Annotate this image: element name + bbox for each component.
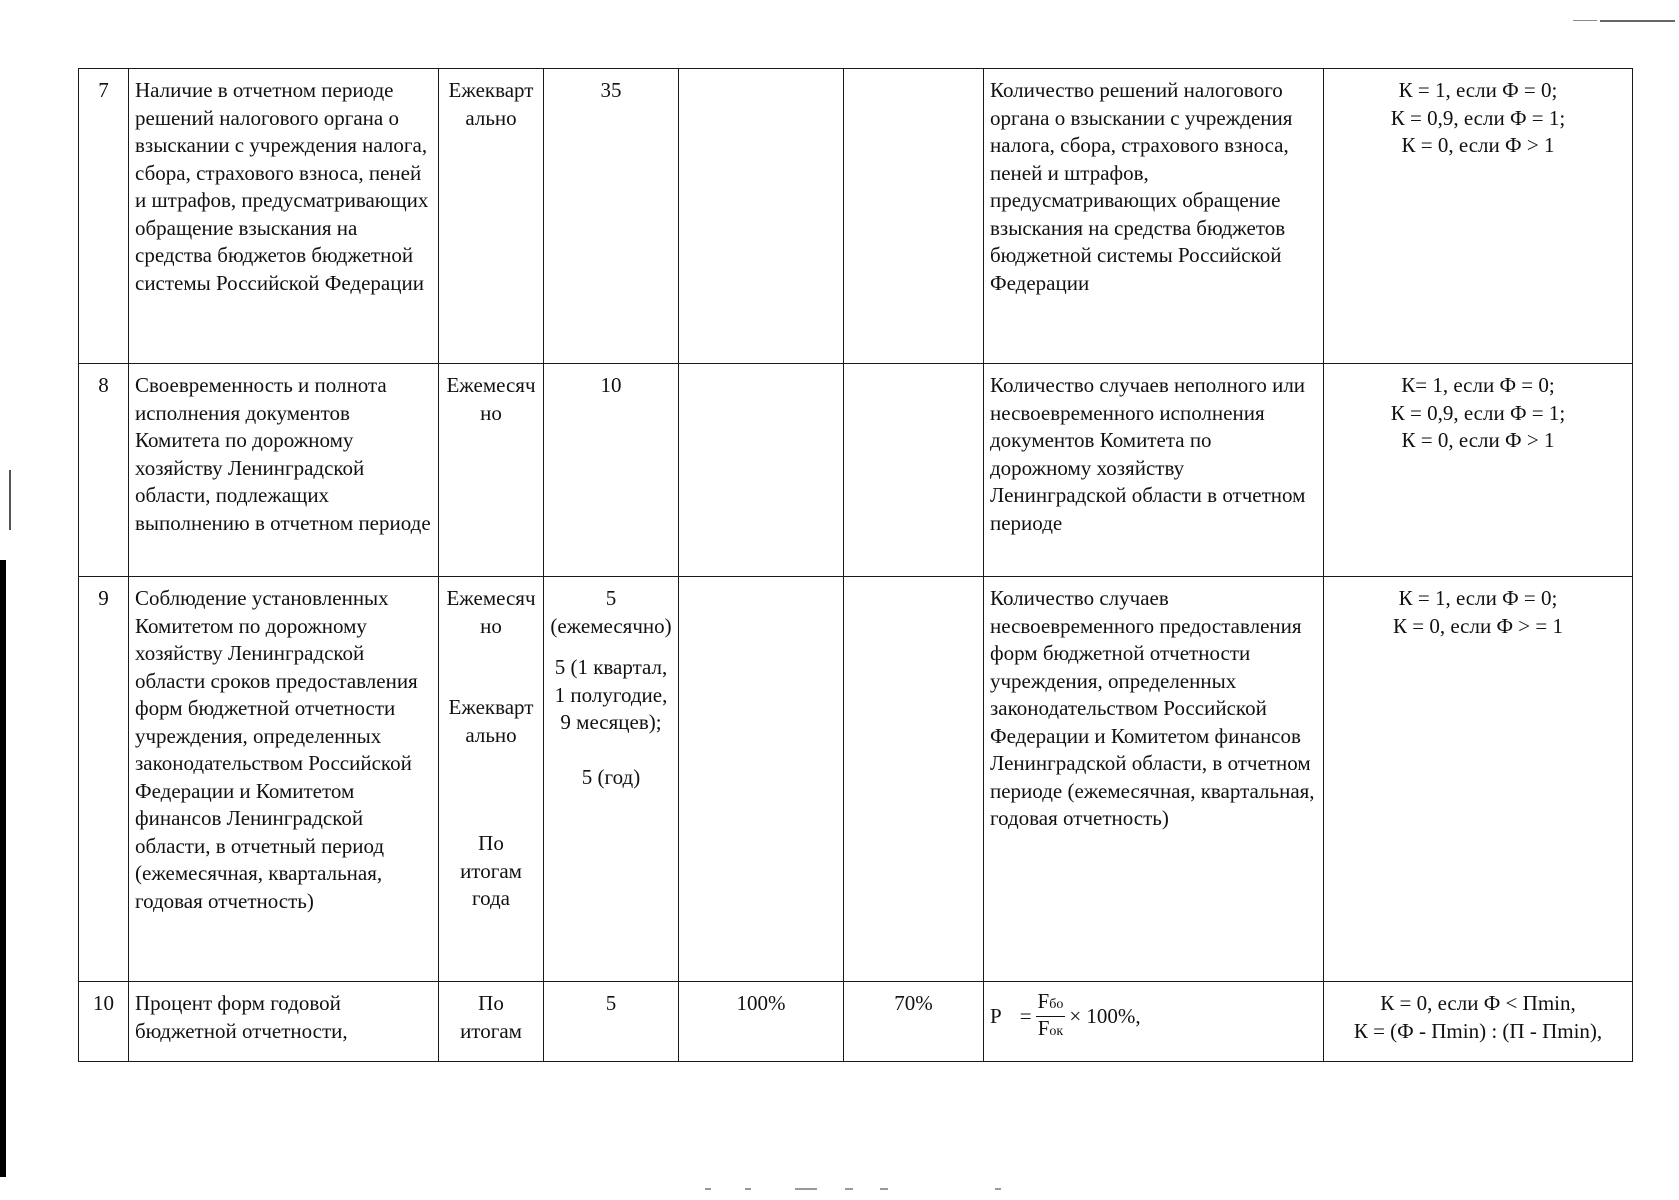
- coefficient-rules: [1324, 577, 1633, 982]
- weight-part: 5 (год): [581, 764, 641, 789]
- coefficient-rules: [1324, 982, 1633, 1062]
- coefficient-rule: К = 0,9, если Ф = 1;: [1390, 400, 1566, 425]
- indicator-name: Своевременность и полнота исполнения документов Комитета по дорожному хозяйству Ленинградской области, подлежащих выполнению в отчетном периоде: [129, 364, 439, 577]
- periodicity: Ежемесячно: [439, 364, 544, 577]
- empty-cell: [679, 577, 844, 982]
- scan-artifact: [705, 1188, 1005, 1192]
- formula-numerator-sub: бо: [1049, 997, 1064, 1012]
- scan-mark: [1573, 20, 1597, 21]
- indicators-table: [78, 68, 1633, 1062]
- formula-denominator: F: [1037, 1016, 1050, 1040]
- periodicity-part: По итогам года: [460, 831, 522, 910]
- table-row: [79, 364, 1633, 577]
- table-row: [79, 69, 1633, 364]
- coefficient-rule: К = 0, если Ф > 1: [1401, 428, 1555, 452]
- empty-cell: [844, 577, 984, 982]
- weight-value: 5: [544, 982, 679, 1062]
- indicator-name: Наличие в отчетном периоде решений налогового органа о взыскании с учреждения налога, сбора, страхового взноса, пеней и штрафов, предусматривающих обращение взыскания на средства бюджетов бюджетной системы Российской Федерации: [129, 69, 439, 364]
- scan-mark: [9, 470, 11, 530]
- coefficient-rules: [1324, 364, 1633, 577]
- indicator-name: Процент форм годовой бюджетной отчетности,: [129, 982, 439, 1062]
- coefficient-rule: К = 0, если Ф < Пmin,: [1380, 991, 1576, 1015]
- periodicity-part: Ежемесячно: [446, 586, 536, 638]
- formula-cell: [984, 982, 1324, 1062]
- weight-value: 35: [544, 69, 679, 364]
- row-number: 9: [79, 577, 129, 982]
- weight-part: 5 (ежемесячно): [550, 586, 672, 638]
- coefficient-rules: [1324, 69, 1633, 364]
- coefficient-rule: К = 1, если Ф = 0;: [1398, 78, 1558, 102]
- formula-fraction: [1036, 990, 1066, 1043]
- row-number: 8: [79, 364, 129, 577]
- formula-denominator-sub: ок: [1049, 1024, 1064, 1039]
- periodicity-part: Ежеквартально: [448, 695, 534, 747]
- formula-rhs: × 100%,: [1069, 1003, 1141, 1028]
- min-value: 70%: [844, 982, 984, 1062]
- coefficient-rule: К= 1, если Ф = 0;: [1401, 373, 1555, 397]
- scan-mark: [1600, 20, 1675, 22]
- percentage-formula: [990, 990, 1141, 1043]
- weight-value: [544, 577, 679, 982]
- formula-eq: =: [1019, 1003, 1032, 1028]
- table-row: [79, 982, 1633, 1062]
- scan-edge-bar: [0, 560, 6, 1177]
- formula-lhs: P: [990, 1003, 1002, 1028]
- periodicity: [439, 577, 544, 982]
- periodicity: По итогам: [439, 982, 544, 1062]
- periodicity: Ежеквартально: [439, 69, 544, 364]
- coefficient-rule: К = 0, если Ф > 1: [1401, 133, 1555, 157]
- indicator-description: Количество случаев несвоевременного предоставления форм бюджетной отчетности учреждения, определенных законодательством Российской Федерации и Комитетом финансов Ленинградской области, в отчетном периоде (ежемесячная, квартальная, годовая отчетность): [984, 577, 1324, 982]
- coefficient-rule: К = 0,9, если Ф = 1;: [1390, 105, 1566, 130]
- weight-value: 10: [544, 364, 679, 577]
- indicator-description: Количество решений налогового органа о взыскании с учреждения налога, сбора, страхового взноса, пеней и штрафов, предусматривающих обращение взыскания на средства бюджетов бюджетной системы Российской Федерации: [984, 69, 1324, 364]
- coefficient-rule: К = 1, если Ф = 0;: [1398, 586, 1558, 610]
- row-number: 7: [79, 69, 129, 364]
- indicator-name: Соблюдение установленных Комитетом по дорожному хозяйству Ленинградской области сроков предоставления форм бюджетной отчетности учреждения, определенных законодательством Российской Федерации и Комитетом финансов Ленинградской области, в отчетный период (ежемесячная, квартальная, годовая отчетность): [129, 577, 439, 982]
- indicator-description: Количество случаев неполного или несвоевременного исполнения документов Комитета по дорожному хозяйству Ленинградской области в отчетном периоде: [984, 364, 1324, 577]
- empty-cell: [679, 69, 844, 364]
- formula-numerator: F: [1037, 989, 1050, 1013]
- empty-cell: [844, 69, 984, 364]
- empty-cell: [679, 364, 844, 577]
- coefficient-rule: К = 0, если Ф > = 1: [1392, 613, 1563, 638]
- empty-cell: [844, 364, 984, 577]
- row-number: 10: [79, 982, 129, 1062]
- target-value: 100%: [679, 982, 844, 1062]
- table-row: [79, 577, 1633, 982]
- coefficient-rule: К = (Ф - Пmin) : (П - Пmin),: [1353, 1018, 1603, 1043]
- weight-part: 5 (1 квартал, 1 полугодие, 9 месяцев);: [554, 655, 668, 734]
